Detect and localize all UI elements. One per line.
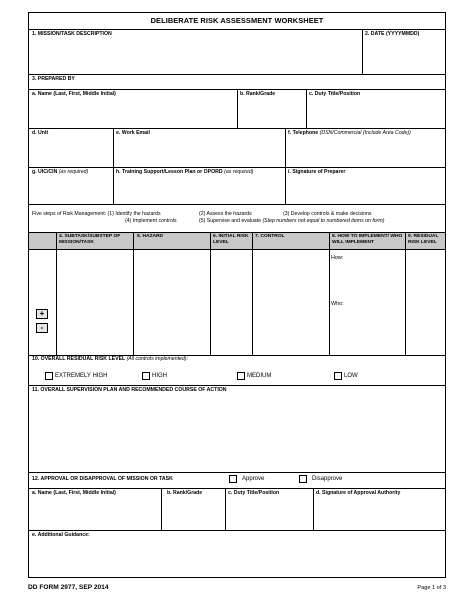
mission-task-label: 1. MISSION/TASK DESCRIPTION: [32, 31, 112, 37]
disapprove-option[interactable]: Disapprove: [299, 475, 342, 483]
col-residual-risk-header: 9. RESIDUAL RISK LEVEL: [408, 234, 439, 245]
col-control-header: 7. CONTROL: [255, 234, 285, 239]
divider: [237, 89, 238, 128]
divider: [29, 74, 445, 75]
approver-duty-field[interactable]: [227, 499, 311, 528]
who-field[interactable]: [331, 309, 403, 351]
divider: [29, 488, 445, 489]
prepared-by-label: 3. PREPARED BY: [32, 76, 75, 82]
preparer-telephone-field[interactable]: [287, 139, 445, 165]
uic-cin-field[interactable]: [31, 178, 111, 202]
supervision-plan-field[interactable]: [31, 397, 445, 469]
approver-signature-label: d. Signature of Approval Authority: [316, 490, 401, 496]
form-number: DD FORM 2977, SEP 2014: [28, 584, 109, 591]
risk-step-4: (4) Implement controls: [125, 218, 177, 224]
divider: [29, 472, 445, 473]
residual-risk-field[interactable]: [407, 252, 445, 353]
risk-step-2: (2) Assess the hazards: [199, 211, 252, 217]
additional-guidance-field[interactable]: [31, 541, 445, 576]
worksheet-form: [28, 12, 446, 578]
control-field[interactable]: [254, 252, 327, 353]
how-label: How:: [331, 255, 344, 261]
divider: [29, 204, 445, 205]
approve-option[interactable]: Approve: [229, 475, 264, 483]
checkbox-icon[interactable]: [45, 372, 53, 380]
checkbox-icon[interactable]: [229, 475, 237, 483]
additional-guidance-label: e. Additional Guidance:: [32, 532, 90, 538]
preparer-signature-field[interactable]: [287, 178, 445, 202]
risk-option-extremely-high[interactable]: EXTREMELY HIGH: [45, 372, 107, 380]
training-support-field[interactable]: [115, 178, 283, 202]
divider: [29, 29, 445, 30]
divider: [56, 232, 57, 355]
preparer-signature-label: i. Signature of Preparer: [288, 169, 346, 175]
approver-name-label: a. Name (Last, First, Middle Initial): [32, 490, 116, 496]
risk-step-5: (5) Supervise and evaluate (Step numbers not equal to numbered items on form): [199, 218, 385, 224]
divider: [252, 232, 253, 355]
approver-rank-label: b. Rank/Grade: [167, 490, 203, 496]
preparer-telephone-label: f. Telephone (DSN/Commercial (Include Area Code)): [288, 130, 411, 136]
approver-name-field[interactable]: [31, 499, 159, 528]
risk-step-3: (3) Develop controls & make decisions: [283, 211, 372, 217]
divider: [113, 128, 114, 204]
col-subtask-header: 4. SUBTASK/SUBSTEP OF MISSION/TASK: [59, 234, 121, 245]
col-how-who-header: 8. HOW TO IMPLEMENT/ WHO WILL IMPLEMENT: [332, 234, 403, 245]
uic-cin-label: g. UIC/CIN (as required): [32, 169, 89, 175]
approver-signature-field[interactable]: [315, 499, 445, 528]
how-field[interactable]: [331, 263, 403, 297]
page-number: Page 1 of 3: [417, 585, 446, 591]
preparer-duty-field[interactable]: [308, 100, 445, 126]
preparer-rank-label: b. Rank/Grade: [240, 91, 276, 97]
preparer-name-label: a. Name (Last, First, Middle Initial): [32, 91, 116, 97]
divider: [329, 232, 330, 355]
who-label: Who:: [331, 301, 344, 307]
preparer-rank-field[interactable]: [239, 100, 304, 126]
preparer-unit-field[interactable]: [31, 139, 111, 165]
risk-steps-intro: Five steps of Risk Management: (1) Identify the hazards: [32, 211, 161, 217]
approver-rank-field[interactable]: [163, 499, 223, 528]
checkbox-icon[interactable]: [142, 372, 150, 380]
divider: [29, 167, 445, 168]
mission-task-field[interactable]: [31, 40, 359, 72]
supervision-plan-label: 11. OVERALL SUPERVISION PLAN AND RECOMMENDED COURSE OF ACTION: [32, 387, 227, 393]
training-support-label: h. Training Support/Lesson Plan or OPORD (as required): [116, 169, 254, 175]
checkbox-icon[interactable]: [237, 372, 245, 380]
divider: [306, 89, 307, 128]
subtask-field[interactable]: [58, 252, 131, 353]
checkbox-icon[interactable]: [299, 475, 307, 483]
preparer-duty-label: c. Duty Title/Position: [309, 91, 361, 97]
preparer-unit-label: d. Unit: [32, 130, 49, 136]
divider: [225, 488, 226, 530]
divider: [285, 128, 286, 204]
date-label: 2. DATE (YYYYMMDD): [365, 31, 420, 37]
checkbox-icon[interactable]: [334, 372, 342, 380]
risk-option-low[interactable]: LOW: [334, 372, 358, 380]
divider: [29, 128, 445, 129]
divider: [313, 488, 314, 530]
initial-risk-field[interactable]: [212, 252, 250, 353]
approver-duty-label: c. Duty Title/Position: [228, 490, 280, 496]
risk-option-medium[interactable]: MEDIUM: [237, 372, 271, 380]
overall-residual-risk-label: 10. OVERALL RESIDUAL RISK LEVEL (All controls implemented):: [32, 356, 188, 362]
hazard-field[interactable]: [135, 252, 208, 353]
divider: [362, 29, 363, 74]
divider: [210, 232, 211, 355]
col-initial-risk-header: 6. INITIAL RISK LEVEL: [213, 234, 249, 245]
remove-row-button[interactable]: -: [36, 323, 48, 333]
form-title: DELIBERATE RISK ASSESSMENT WORKSHEET: [150, 16, 324, 25]
preparer-email-label: e. Work Email: [116, 130, 150, 136]
add-row-button[interactable]: +: [36, 309, 48, 319]
divider: [29, 530, 445, 531]
approval-label: 12. APPROVAL OR DISAPPROVAL OF MISSION OR TASK: [32, 476, 173, 482]
divider: [29, 385, 445, 386]
risk-option-high[interactable]: HIGH: [142, 372, 167, 380]
divider: [161, 488, 162, 530]
col-hazard-header: 5. HAZARD: [137, 234, 164, 239]
preparer-email-field[interactable]: [115, 139, 283, 165]
preparer-name-field[interactable]: [31, 100, 235, 126]
date-field[interactable]: [364, 40, 444, 72]
divider: [405, 232, 406, 355]
divider: [133, 232, 134, 355]
